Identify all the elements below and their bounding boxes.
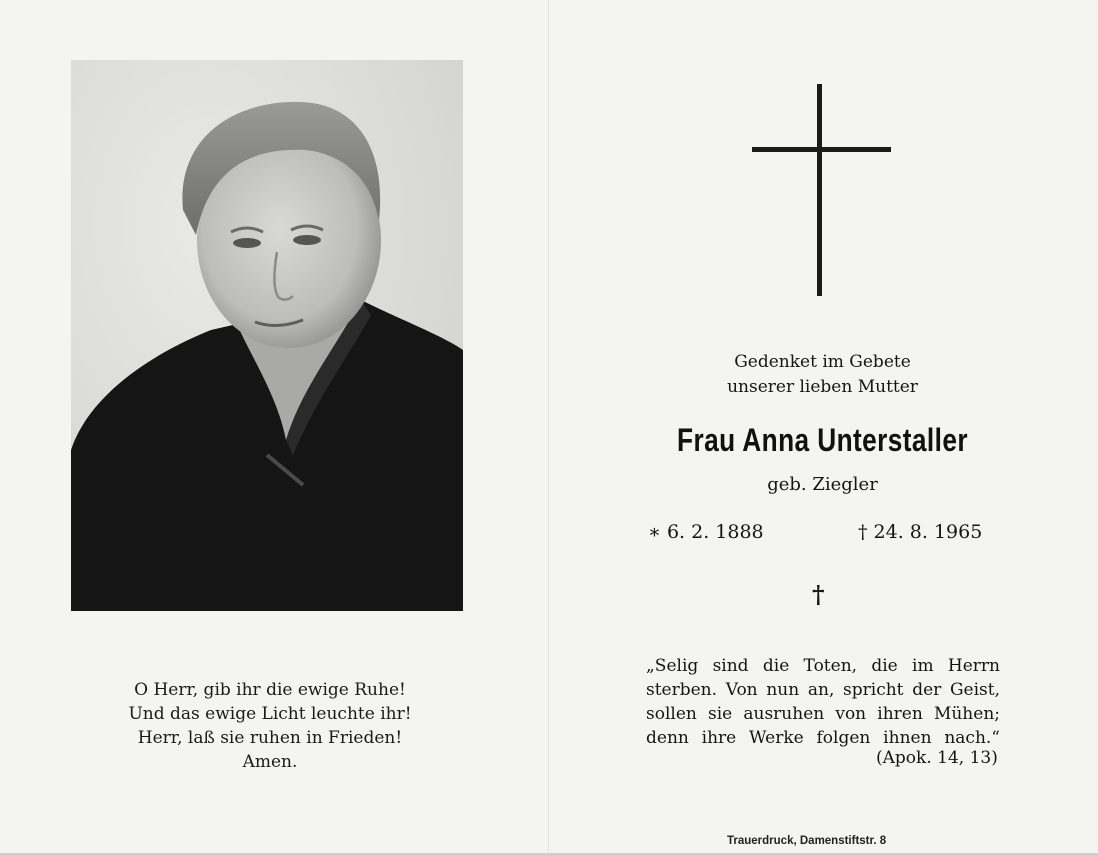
bible-verse <box>646 654 1000 750</box>
verse-line: sterben. Von nun an, spricht der Geist, <box>646 680 1000 700</box>
prayer-line: Amen. <box>242 752 298 772</box>
intro-text <box>660 350 985 400</box>
cross-horizontal-bar <box>752 147 891 152</box>
verse-line: „Selig sind die Toten, die im Herrn <box>646 656 1000 676</box>
intro-line: Gedenket im Gebete <box>734 352 911 372</box>
verse-line: denn ihre Werke folgen ihnen nach.“ <box>646 728 1000 748</box>
intro-line: unserer lieben Mutter <box>727 377 918 397</box>
death-date: † 24. 8. 1965 <box>858 521 983 543</box>
small-cross-icon: † <box>812 580 825 609</box>
verse-line: sollen sie ausruhen von ihren Mühen; <box>646 704 1000 724</box>
printer-imprint: Trauerdruck, Damenstiftstr. 8 <box>727 835 887 847</box>
prayer-line: O Herr, gib ihr die ewige Ruhe! <box>134 680 406 700</box>
maiden-name: geb. Ziegler <box>767 474 878 495</box>
deceased-name: Frau Anna Unterstaller <box>677 422 968 458</box>
prayer-line: Herr, laß sie ruhen in Frieden! <box>137 728 403 748</box>
prayer-text <box>100 678 440 774</box>
portrait-photo <box>71 60 463 611</box>
verse-reference: (Apok. 14, 13) <box>876 748 998 768</box>
card-fold <box>548 0 549 856</box>
cross-vertical-bar <box>817 84 822 296</box>
birth-date: ∗ 6. 2. 1888 <box>648 521 764 543</box>
prayer-line: Und das ewige Licht leuchte ihr! <box>128 704 412 724</box>
